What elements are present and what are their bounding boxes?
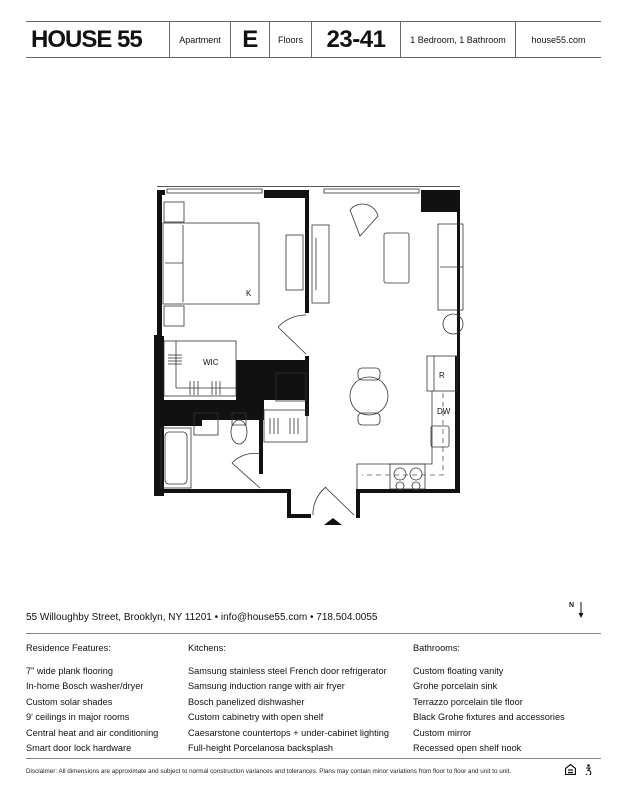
divider: [26, 633, 601, 634]
list-item: 7" wide plank flooring: [26, 666, 114, 676]
list-item: Caesarstone countertops + under-cabinet lighting: [188, 727, 389, 738]
unit-type: 1 Bedroom, 1 Bathroom: [400, 22, 515, 57]
bathroom-features: [413, 643, 565, 756]
refrigerator-label: R: [439, 371, 445, 380]
wic-label: WIC: [203, 358, 219, 367]
list-item: Custom mirror: [413, 727, 472, 738]
equal-housing-icon: [565, 764, 576, 775]
floors-value: 23-41: [311, 22, 400, 57]
list-item: In-home Bosch washer/dryer: [26, 681, 144, 692]
kitchens-title: Kitchens:: [188, 643, 226, 653]
apartment-label: Apartment: [169, 22, 230, 57]
list-item: Samsung induction range with air fryer: [188, 681, 345, 692]
bed-label: K: [246, 289, 252, 298]
residence-features: [26, 643, 158, 756]
floors-label: Floors: [269, 22, 311, 57]
list-item: 9' ceilings in major rooms: [26, 712, 130, 723]
dishwasher-label: DW: [437, 407, 451, 416]
arrow-down-icon: [577, 602, 585, 618]
kitchen-features: [188, 643, 389, 756]
list-item: Custom cabinetry with open shelf: [188, 712, 324, 723]
compass: [569, 602, 585, 618]
bathrooms-title: Bathrooms:: [413, 643, 460, 653]
website-link[interactable]: house55.com: [515, 22, 601, 57]
divider: [26, 758, 601, 759]
list-item: Recessed open shelf nook: [413, 742, 522, 753]
list-item: Smart door lock hardware: [26, 742, 132, 753]
list-item: Custom solar shades: [26, 696, 113, 707]
entry-triangle-icon: [324, 518, 342, 525]
list-item: Bosch panelized dishwasher: [188, 696, 305, 707]
list-item: Grohe porcelain sink: [413, 681, 498, 692]
north-label: N: [569, 602, 575, 609]
apartment-value: E: [230, 22, 269, 57]
brand-logo: HOUSE 55: [31, 25, 142, 53]
list-item: Terrazzo porcelain tile floor: [413, 696, 523, 707]
list-item: Custom floating vanity: [413, 666, 504, 676]
list-item: Black Grohe fixtures and accessories: [413, 712, 565, 723]
list-item: Central heat and air conditioning: [26, 727, 159, 738]
footer-icons: [565, 764, 593, 775]
disclaimer: Disclaimer: All dimensions are approximate and subject to normal construction variances and tolerances. Plans may contain minor variations from floor to floor and unit to unit.: [26, 768, 512, 775]
accessibility-icon: [584, 764, 593, 775]
list-item: Full-height Porcelanosa backsplash: [188, 742, 334, 753]
wd-label: W/D: [282, 384, 298, 393]
residence-title: Residence Features:: [26, 643, 111, 653]
list-item: Samsung stainless steel French door refrigerator: [188, 666, 387, 676]
contact-line: 55 Willoughby Street, Brooklyn, NY 11201 • info@house55.com • 718.504.0055: [26, 612, 378, 623]
